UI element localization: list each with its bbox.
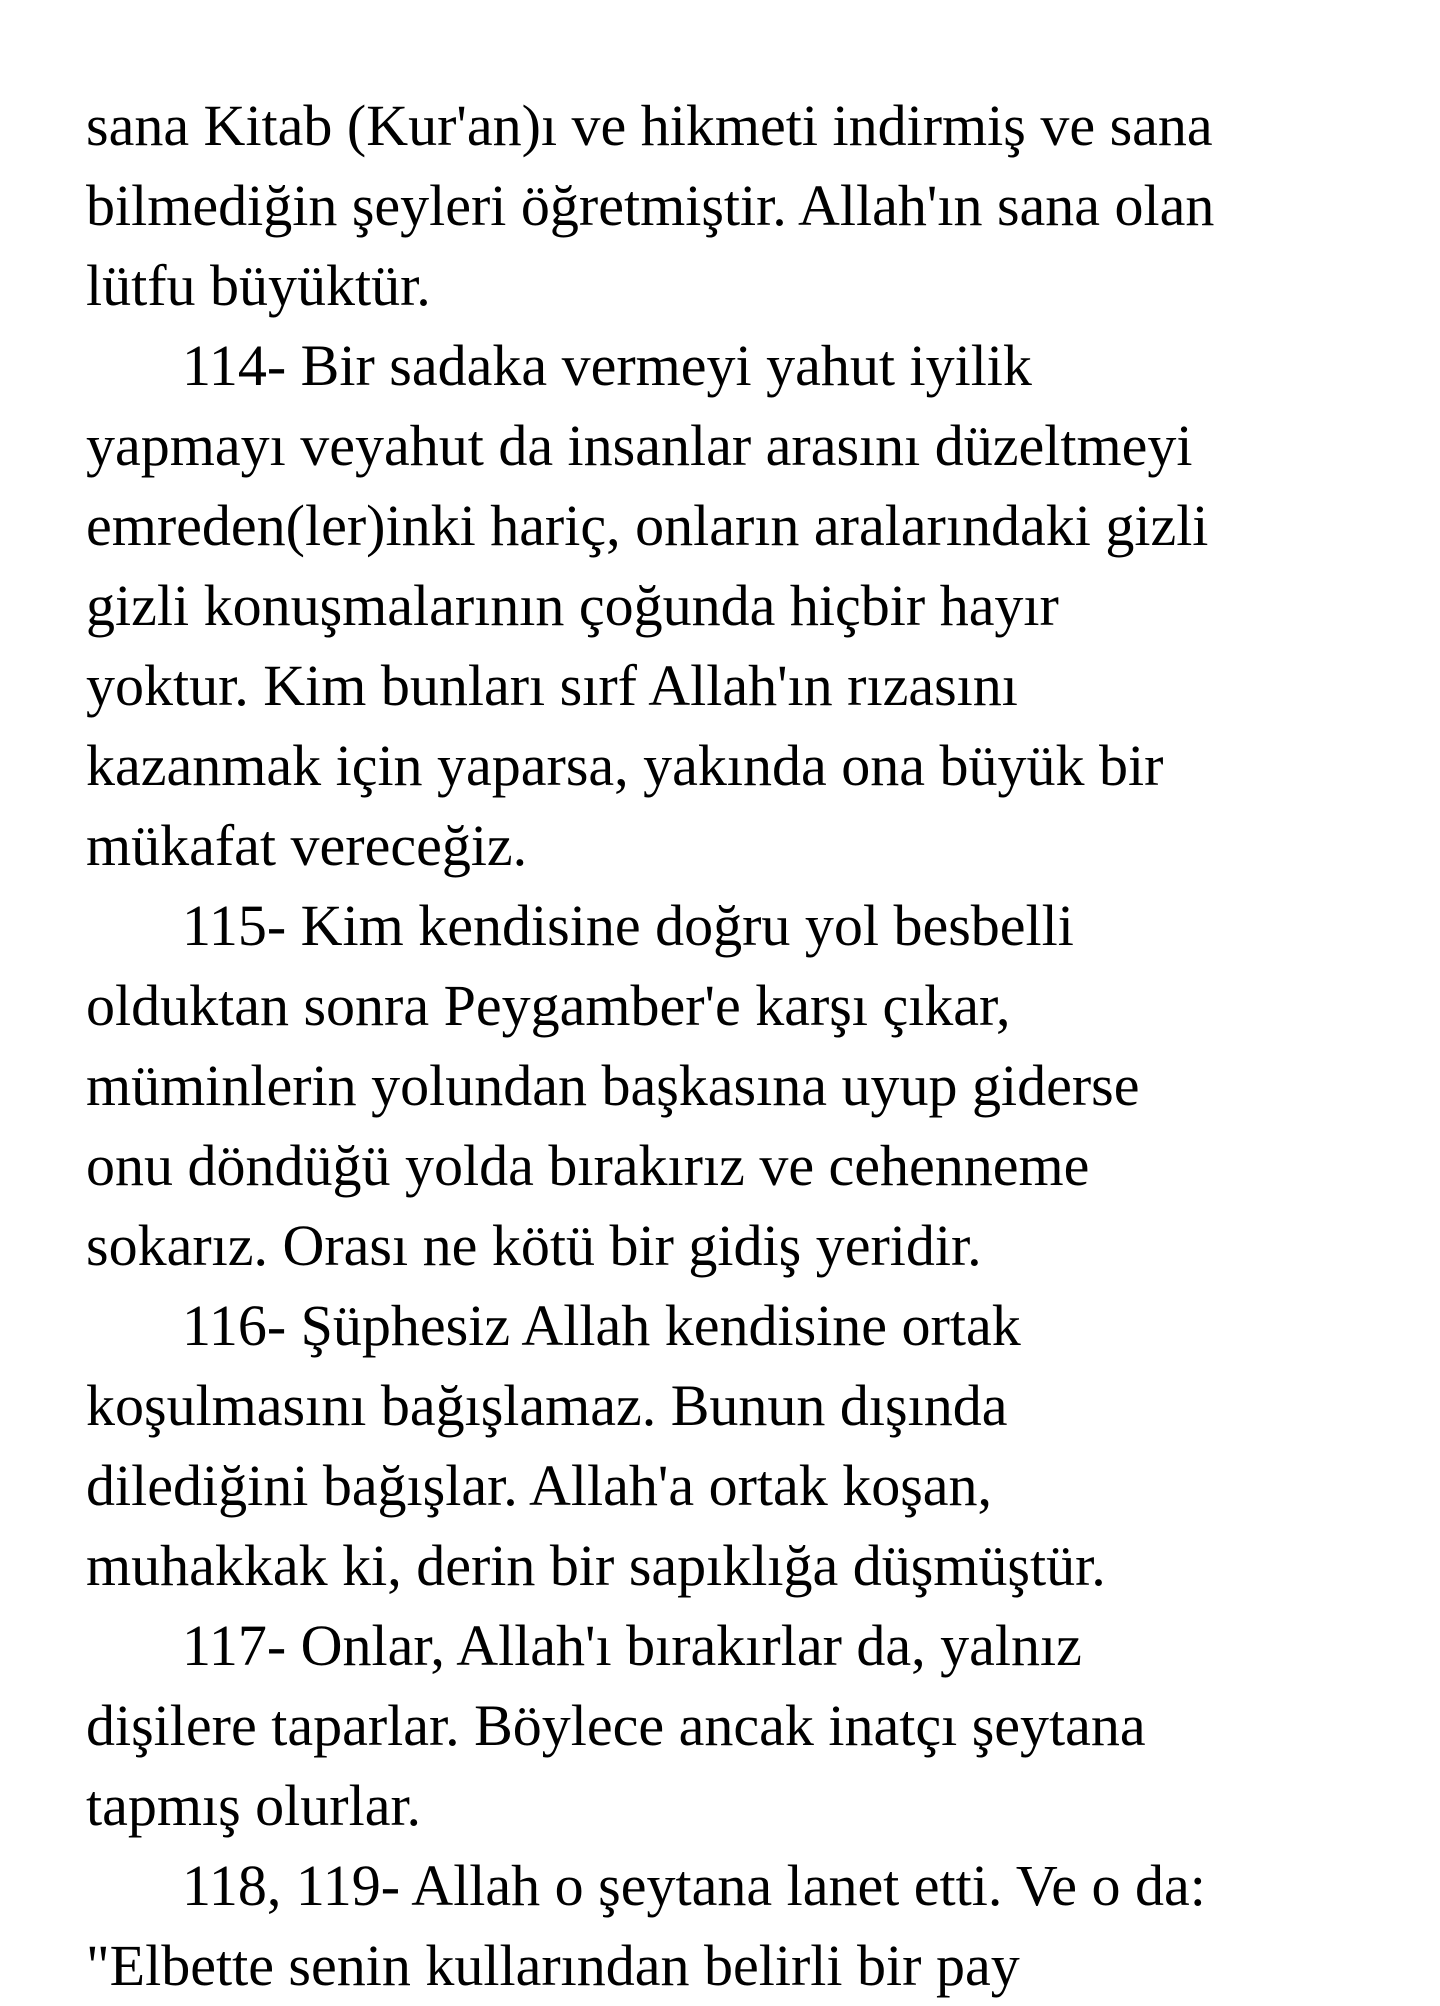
text-line: sana Kitab (Kur'an)ı ve hikmeti indirmiş ve sana (86, 93, 1213, 158)
text-line: onu döndüğü yolda bırakırız ve cehenneme (86, 1133, 1090, 1198)
verse-118-119-start: 118, 119- Allah o şeytana lanet etti. Ve o da: (182, 1853, 1206, 1918)
text-line: mükafat vereceğiz. (86, 813, 528, 878)
text-line: gizli konuşmalarının çoğunda hiçbir hayır (86, 573, 1059, 638)
verse-116-start: 116- Şüphesiz Allah kendisine ortak (182, 1293, 1021, 1358)
text-line: kazanmak için yaparsa, yakında ona büyük bir (86, 733, 1164, 798)
verse-114-start: 114- Bir sadaka vermeyi yahut iyilik (182, 333, 1032, 398)
text-line: yoktur. Kim bunları sırf Allah'ın rızasını (86, 653, 1018, 718)
text-line: dişilere taparlar. Böylece ancak inatçı şeytana (86, 1693, 1146, 1758)
text-line: bilmediğin şeyleri öğretmiştir. Allah'ın sana olan (86, 173, 1215, 238)
text-line: "Elbette senin kullarından belirli bir pay (86, 1933, 1020, 1998)
text-line: sokarız. Orası ne kötü bir gidiş yeridir. (86, 1213, 982, 1278)
text-line: lütfu büyüktür. (86, 253, 431, 318)
text-line: muhakkak ki, derin bir sapıklığa düşmüştür. (86, 1533, 1106, 1598)
text-line: koşulmasını bağışlamaz. Bunun dışında (86, 1373, 1008, 1438)
text-line: yapmayı veyahut da insanlar arasını düzeltmeyi (86, 413, 1193, 478)
verse-117-start: 117- Onlar, Allah'ı bırakırlar da, yalnız (182, 1613, 1082, 1678)
text-line: müminlerin yolundan başkasına uyup giderse (86, 1053, 1140, 1118)
document-text (86, 86, 1416, 2006)
text-line: olduktan sonra Peygamber'e karşı çıkar, (86, 973, 1011, 1038)
text-line: emreden(ler)inki hariç, onların aralarındaki gizli (86, 493, 1209, 558)
text-line: tapmış olurlar. (86, 1773, 422, 1838)
verse-115-start: 115- Kim kendisine doğru yol besbelli (182, 893, 1074, 958)
text-line: dilediğini bağışlar. Allah'a ortak koşan, (86, 1453, 993, 1518)
